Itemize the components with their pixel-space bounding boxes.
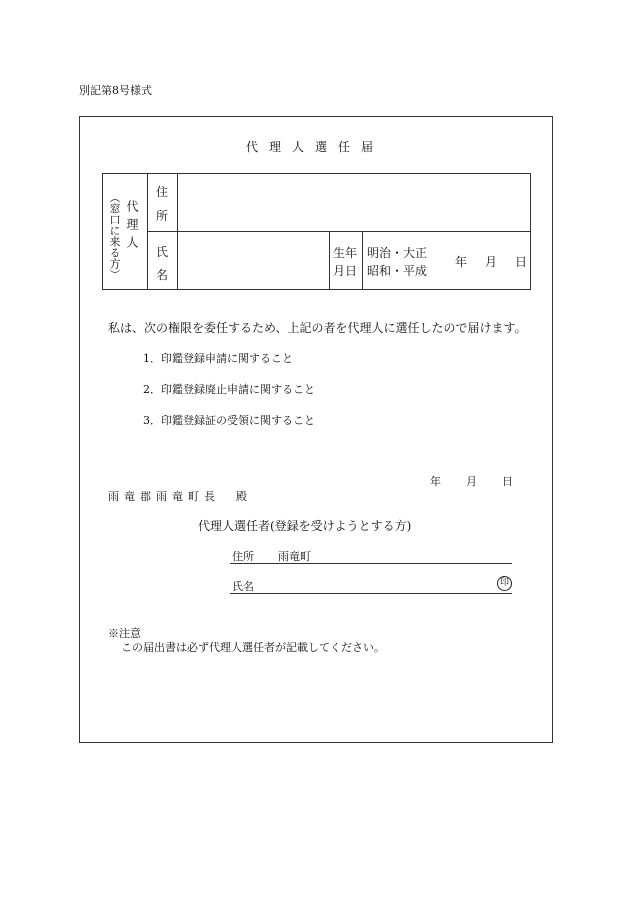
birth-year-unit: 年	[455, 255, 468, 269]
address-underline	[230, 563, 512, 564]
address-label-bottom: 所	[156, 209, 169, 223]
agent-info-table	[102, 173, 531, 290]
date-month-unit: 月	[466, 475, 477, 488]
date-year-unit: 年	[430, 475, 441, 488]
era-options-2: 昭和・平成	[367, 264, 428, 278]
authority-item-3: 3．印鑑登録証の受領に関すること	[143, 414, 315, 427]
appointer-address-value: 雨竜町	[278, 550, 311, 563]
addressee: 雨竜郡雨竜町長 殿	[108, 490, 252, 503]
table-divider	[329, 231, 330, 289]
birth-month-unit: 月	[485, 255, 498, 269]
authority-item-1: 1．印鑑登録申請に関すること	[143, 352, 293, 365]
table-row-divider	[147, 231, 530, 232]
seal-mark: 印	[497, 576, 512, 591]
delegation-statement: 私は、次の権限を委任するため、上記の者を代理人に選任したので届けます。	[108, 321, 527, 335]
appointer-heading: 代理人選任者(登録を受けようとする方)	[198, 519, 412, 533]
address-label-top: 住	[156, 185, 169, 199]
name-underline	[230, 593, 512, 594]
appointer-address-label: 住所	[232, 550, 254, 563]
form-title: 代理人選任届	[245, 140, 384, 154]
name-label-bottom: 名	[156, 268, 169, 282]
birthdate-label-top: 生年	[333, 246, 358, 260]
form-number-label: 別記第8号様式	[79, 84, 152, 97]
birth-day-unit: 日	[515, 255, 528, 269]
table-divider	[362, 231, 363, 289]
note-text: この届出書は必ず代理人選任者が記載してください。	[121, 641, 385, 654]
agent-side-label: 代理人	[125, 200, 139, 254]
note-title: ※注意	[108, 627, 141, 640]
birthdate-label-bottom: 月日	[333, 264, 358, 278]
agent-side-sublabel: （窓口に来る方）	[108, 192, 121, 280]
authority-item-2: 2．印鑑登録廃止申請に関すること	[143, 383, 315, 396]
date-day-unit: 日	[502, 475, 513, 488]
era-options-1: 明治・大正	[367, 246, 428, 260]
name-label-top: 氏	[156, 245, 169, 259]
appointer-name-label: 氏名	[232, 580, 254, 593]
